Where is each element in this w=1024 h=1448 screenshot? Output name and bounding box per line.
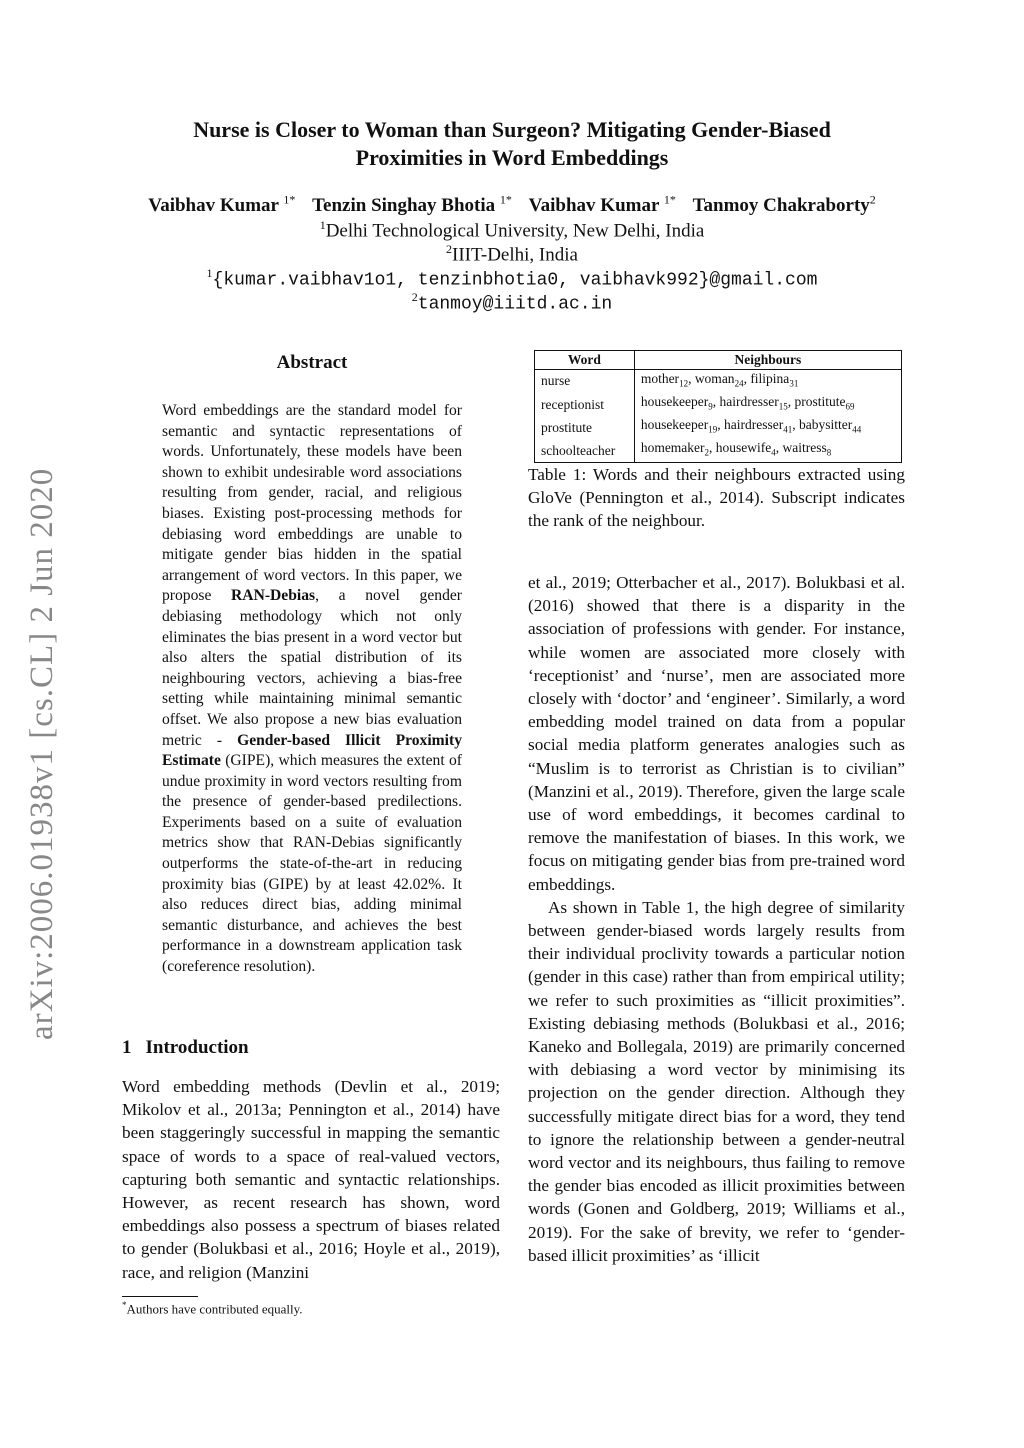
author-3: Vaibhav Kumar $^{1*}$ [528,193,676,217]
affiliation-1: $^1$Delhi Technological University, New Delhi, India [319,218,705,242]
title-line-2: Proximities in Word Embeddings [355,145,669,170]
table-row [535,369,902,393]
affiliation-2: $^2$IIIT-Delhi, India [446,242,578,266]
author-1: Vaibhav Kumar $^{1*}$ [148,193,296,217]
table-row [535,416,902,439]
intro-right-paragraph-2: As shown in Table 1, the high degree of similarity between gender-biased words largely results from their individual proclivity towards a particular notion (gender in this case) rather than from empirical utility; we refer to such proximities as “illicit proximities”. Existing debiasing methods (Bolukbasi et al., 2016; Kaneko and Bollegala, 2019) are primarily concerned with debiasing a word vector by minimising its projection on the gender direction. Although they successfully mitigate direct bias for a word, they tend to ignore the relationship between a gender-neutral word vector and its neighbours, thus failing to remove the gender bias encoded as illicit proximities between words (Gonen and Goldberg, 2019; Williams et al., 2019). For the sake of brevity, we refer to ‘gender-based illicit proximities’ as ‘illicit [528,897,905,1265]
author-4: Tanmoy Chakraborty$^2$ [692,193,876,217]
footnote-rule [122,1296,198,1297]
intro-right-column [528,571,905,1267]
footnote: *Authors have contributed equally. [122,1300,303,1317]
intro-left-paragraph: Word embedding methods (Devlin et al., 2019; Mikolov et al., 2013a; Pennington et al., 2014) have been staggeringly successful in mapping the semantic space of words to a space of real-valued vectors, capturing both semantic and syntactic relationships. However, as recent research has shown, word embeddings also possess a spectrum of biases related to gender (Bolukbasi et al., 2016; Hoyle et al., 2019), race, and religion (Manzini [122,1077,500,1282]
title-line-1: Nurse is Closer to Woman than Surgeon? Mitigating Gender-Biased [193,117,831,142]
intro-right-paragraph-1: et al., 2019; Otterbacher et al., 2017). Bolukbasi et al. (2016) showed that there is a disparity in the association of professions with gender. For instance, while women are associated more closely with ‘receptionist’ and ‘nurse’, men are associated more closely with ‘doctor’ and ‘engineer’. Similarly, a word embedding model trained on data from a popular social media platform generates analogies such as “Muslim is to terrorist as Christian is to civilian” (Manzini et al., 2019). Therefore, given the large scale use of word embeddings, it becomes cardinal to remove the manifestation of biases. In this work, we focus on mitigating gender bias from pre-trained word embeddings. [528,573,905,894]
paper-title [0,116,1024,172]
table-cell-word: receptionist [535,393,635,416]
abstract-body: Word embeddings are the standard model for semantic and syntactic representations of words. Unfortunately, these models have been shown to exhibit undesirable word associations resulting from gender, racial, and religious biases. Existing post-processing methods for debiasing word embeddings are unable to mitigate gender bias hidden in the spatial arrangement of word vectors. In this paper, we propose RAN-Debias, a novel gender debiasing methodology which not only eliminates the bias present in a word vector but also alters the spatial distribution of its neighbouring vectors, achieving a bias-free setting while maintaining minimal semantic offset. We also propose a new bias evaluation metric - Gender-based Illicit Proximity Estimate (GIPE), which measures the extent of undue proximity in word vectors resulting from the presence of gender-based predilections. Experiments based on a suite of evaluation metrics show that RAN-Debias significantly outperforms the state-of-the-art in reducing proximity bias (GIPE) by at least 42.02%. It also reduces direct bias, adding minimal semantic disturbance, and achieves the best performance in a downstream application task (coreference resolution). [162,402,462,976]
table-cell-word: nurse [535,369,635,393]
table-header-neighbours: Neighbours [634,351,901,370]
arxiv-identifier: arXiv:2006.01938v1 [cs.CL] 2 Jun 2020 [24,467,60,1040]
table-row [535,439,902,463]
neighbours-table [534,350,902,463]
table-cell-neighbours: housekeeper$_{19}$, hairdresser$_{41}$, babysitter$_{44}$ [634,416,901,439]
table-cell-neighbours: mother$_{12}$, woman$_{24}$, filipina$_{31}$ [634,369,901,393]
table-header-word: Word [535,351,635,370]
table-cell-neighbours: homemaker$_2$, housewife$_4$, waitress$_8$ [634,439,901,463]
abstract-heading: Abstract [276,352,348,373]
author-list [0,193,1024,217]
email-line-2: $^2$tanmoy@iiitd.ac.in [411,290,613,315]
table-caption: Table 1: Words and their neighbours extracted using GloVe (Pennington et al., 2014). Subscript indicates the rank of the neighbour. [528,465,905,531]
table-row [535,393,902,416]
table-cell-word: schoolteacher [535,439,635,463]
author-2: Tenzin Singhay Bhotia $^{1*}$ [312,193,512,217]
table-cell-neighbours: housekeeper$_9$, hairdresser$_{15}$, prostitute$_{69}$ [634,393,901,416]
section-heading-introduction: 1 Introduction [122,1037,249,1058]
table-header-row [535,351,902,370]
table-cell-word: prostitute [535,416,635,439]
email-line-1: $^1${kumar.vaibhav1o1, tenzinbhotia0, vaibhavk992}@gmail.com [206,266,818,291]
